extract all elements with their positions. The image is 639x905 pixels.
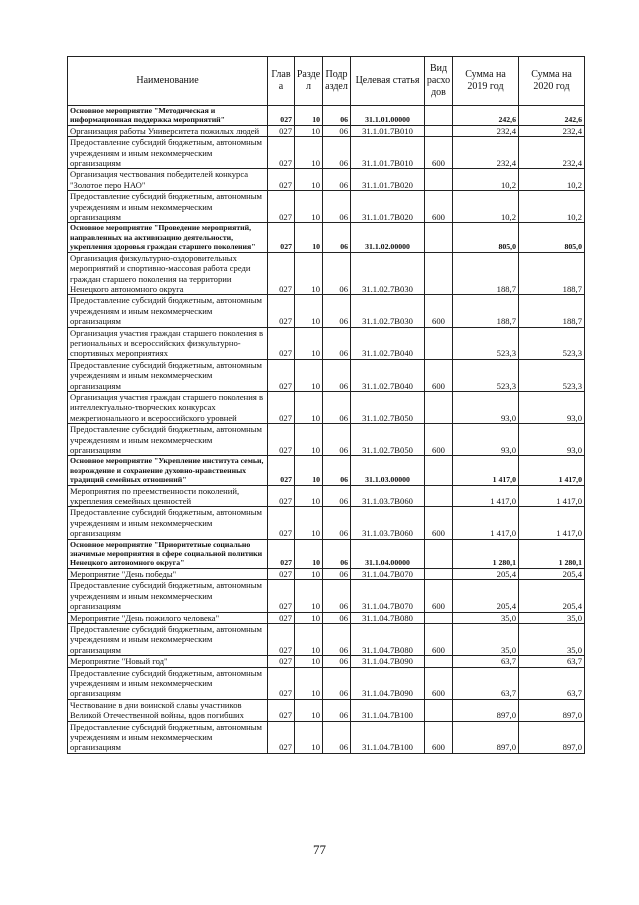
cell-subsection: 06 (323, 125, 351, 136)
cell-section: 10 (295, 191, 323, 223)
cell-section: 10 (295, 568, 323, 579)
table-row (68, 568, 585, 579)
cell-expense-type (425, 169, 453, 191)
cell-name: Организация работы Университета пожилых людей (68, 125, 268, 136)
table-row (68, 295, 585, 327)
table-row (68, 656, 585, 667)
cell-target-item: 31.1.01.7В010 (351, 137, 425, 169)
cell-sum-2020: 897,0 (519, 721, 585, 753)
cell-expense-type (425, 539, 453, 568)
cell-target-item: 31.1.02.7В030 (351, 295, 425, 327)
cell-sum-2019: 188,7 (453, 295, 519, 327)
cell-expense-type: 600 (425, 424, 453, 456)
cell-subsection: 06 (323, 359, 351, 391)
cell-name: Предоставление субсидий бюджетным, автономным учреждениям и иным некоммерческим организациям (68, 580, 268, 612)
cell-expense-type: 600 (425, 137, 453, 169)
cell-target-item: 31.1.04.7В100 (351, 721, 425, 753)
cell-sum-2019: 897,0 (453, 699, 519, 721)
cell-chapter: 027 (268, 456, 295, 485)
cell-target-item: 31.1.04.7В070 (351, 568, 425, 579)
cell-subsection: 06 (323, 667, 351, 699)
cell-target-item: 31.1.04.7В070 (351, 580, 425, 612)
cell-sum-2019: 897,0 (453, 721, 519, 753)
table-row (68, 721, 585, 753)
cell-subsection: 06 (323, 252, 351, 295)
cell-chapter: 027 (268, 223, 295, 252)
cell-name: Основное мероприятие "Методическая и информационная поддержка мероприятий" (68, 106, 268, 126)
cell-section: 10 (295, 612, 323, 623)
cell-section: 10 (295, 507, 323, 539)
cell-subsection: 06 (323, 507, 351, 539)
table-row (68, 699, 585, 721)
cell-expense-type (425, 391, 453, 423)
table-row (68, 424, 585, 456)
table-row (68, 169, 585, 191)
cell-target-item: 31.1.04.00000 (351, 539, 425, 568)
cell-sum-2020: 805,0 (519, 223, 585, 252)
cell-subsection: 06 (323, 612, 351, 623)
cell-sum-2019: 523,3 (453, 359, 519, 391)
cell-chapter: 027 (268, 106, 295, 126)
cell-sum-2020: 232,4 (519, 137, 585, 169)
cell-expense-type (425, 106, 453, 126)
cell-chapter: 027 (268, 359, 295, 391)
header-subsection: Подр аздел (323, 57, 351, 106)
cell-sum-2019: 1 417,0 (453, 485, 519, 507)
table-row (68, 125, 585, 136)
cell-section: 10 (295, 252, 323, 295)
cell-sum-2020: 35,0 (519, 623, 585, 655)
cell-section: 10 (295, 169, 323, 191)
table-row-main-activity (68, 456, 585, 485)
cell-sum-2020: 10,2 (519, 191, 585, 223)
cell-sum-2020: 1 417,0 (519, 485, 585, 507)
table-row (68, 507, 585, 539)
cell-section: 10 (295, 295, 323, 327)
cell-chapter: 027 (268, 667, 295, 699)
cell-subsection: 06 (323, 656, 351, 667)
cell-expense-type: 600 (425, 359, 453, 391)
cell-name: Предоставление субсидий бюджетным, автономным учреждениям и иным некоммерческим организациям (68, 137, 268, 169)
cell-chapter: 027 (268, 169, 295, 191)
cell-sum-2019: 93,0 (453, 424, 519, 456)
table-row (68, 612, 585, 623)
cell-sum-2020: 897,0 (519, 699, 585, 721)
cell-name: Основное мероприятие "Приоритетные социально значимые мероприятия в сфере социальной политики Ненецкого автономного округа" (68, 539, 268, 568)
cell-name: Основное мероприятие "Проведение мероприятий, направленных на активизацию деятельности, укрепления здоровья граждан старшего поколения" (68, 223, 268, 252)
cell-sum-2020: 10,2 (519, 169, 585, 191)
cell-sum-2020: 63,7 (519, 667, 585, 699)
cell-chapter: 027 (268, 252, 295, 295)
cell-subsection: 06 (323, 295, 351, 327)
cell-name: Организация участия граждан старшего поколения в региональных и всероссийских физкультурно-спортивных мероприятиях (68, 327, 268, 359)
cell-target-item: 31.1.04.7В080 (351, 612, 425, 623)
cell-name: Мероприятие "Новый год" (68, 656, 268, 667)
cell-sum-2019: 35,0 (453, 612, 519, 623)
cell-name: Организация участия граждан старшего поколения в интеллектуально-творческих конкурсах межрегионального и всероссийского уровней (68, 391, 268, 423)
cell-name: Предоставление субсидий бюджетным, автономным учреждениям и иным некоммерческим организациям (68, 191, 268, 223)
cell-section: 10 (295, 391, 323, 423)
cell-chapter: 027 (268, 424, 295, 456)
cell-chapter: 027 (268, 327, 295, 359)
cell-section: 10 (295, 667, 323, 699)
table-row (68, 327, 585, 359)
cell-sum-2020: 93,0 (519, 391, 585, 423)
cell-target-item: 31.1.01.00000 (351, 106, 425, 126)
header-target-item: Целевая статья (351, 57, 425, 106)
cell-chapter: 027 (268, 191, 295, 223)
cell-name: Предоставление субсидий бюджетным, автономным учреждениям и иным некоммерческим организациям (68, 721, 268, 753)
cell-target-item: 31.1.01.7В020 (351, 169, 425, 191)
cell-expense-type: 600 (425, 295, 453, 327)
cell-target-item: 31.1.04.7В090 (351, 667, 425, 699)
cell-subsection: 06 (323, 456, 351, 485)
cell-sum-2019: 10,2 (453, 169, 519, 191)
cell-name: Предоставление субсидий бюджетным, автономным учреждениям и иным некоммерческим организациям (68, 507, 268, 539)
cell-expense-type: 600 (425, 721, 453, 753)
cell-chapter: 027 (268, 295, 295, 327)
header-expense-type: Вид расхо дов (425, 57, 453, 106)
cell-chapter: 027 (268, 623, 295, 655)
cell-sum-2019: 1 417,0 (453, 507, 519, 539)
cell-sum-2020: 63,7 (519, 656, 585, 667)
cell-expense-type (425, 125, 453, 136)
cell-sum-2020: 35,0 (519, 612, 585, 623)
table-row-main-activity (68, 223, 585, 252)
table-row (68, 623, 585, 655)
cell-chapter: 027 (268, 137, 295, 169)
cell-chapter: 027 (268, 125, 295, 136)
cell-chapter: 027 (268, 699, 295, 721)
cell-sum-2020: 205,4 (519, 568, 585, 579)
cell-chapter: 027 (268, 656, 295, 667)
cell-subsection: 06 (323, 106, 351, 126)
cell-name: Мероприятия по преемственности поколений, укрепления семейных ценностей (68, 485, 268, 507)
table-row (68, 359, 585, 391)
cell-chapter: 027 (268, 485, 295, 507)
cell-sum-2020: 242,6 (519, 106, 585, 126)
cell-expense-type (425, 568, 453, 579)
cell-section: 10 (295, 125, 323, 136)
table-row (68, 137, 585, 169)
cell-sum-2019: 232,4 (453, 125, 519, 136)
cell-expense-type (425, 456, 453, 485)
cell-section: 10 (295, 137, 323, 169)
cell-sum-2020: 523,3 (519, 327, 585, 359)
cell-sum-2019: 35,0 (453, 623, 519, 655)
cell-target-item: 31.1.02.7В050 (351, 391, 425, 423)
cell-sum-2019: 232,4 (453, 137, 519, 169)
cell-name: Предоставление субсидий бюджетным, автономным учреждениям и иным некоммерческим организациям (68, 295, 268, 327)
cell-target-item: 31.1.01.7В010 (351, 125, 425, 136)
cell-target-item: 31.1.02.7В040 (351, 327, 425, 359)
cell-name: Организация физкультурно-оздоровительных мероприятий и спортивно-массовая работа среди граждан старшего поколения на территории Ненецкого автономного округа (68, 252, 268, 295)
cell-subsection: 06 (323, 191, 351, 223)
cell-section: 10 (295, 623, 323, 655)
cell-subsection: 06 (323, 699, 351, 721)
cell-section: 10 (295, 721, 323, 753)
cell-subsection: 06 (323, 721, 351, 753)
cell-chapter: 027 (268, 391, 295, 423)
cell-subsection: 06 (323, 580, 351, 612)
cell-expense-type (425, 327, 453, 359)
cell-name: Чествование в дни воинской славы участников Великой Отечественной войны, вдов погибших (68, 699, 268, 721)
header-chapter: Глав а (268, 57, 295, 106)
cell-sum-2020: 1 417,0 (519, 507, 585, 539)
table-row (68, 485, 585, 507)
cell-expense-type: 600 (425, 667, 453, 699)
cell-expense-type (425, 656, 453, 667)
cell-subsection: 06 (323, 568, 351, 579)
cell-section: 10 (295, 699, 323, 721)
table-row-main-activity (68, 106, 585, 126)
cell-expense-type: 600 (425, 191, 453, 223)
cell-target-item: 31.1.02.7В050 (351, 424, 425, 456)
cell-subsection: 06 (323, 391, 351, 423)
cell-target-item: 31.1.01.7В020 (351, 191, 425, 223)
cell-target-item: 31.1.02.7В030 (351, 252, 425, 295)
cell-chapter: 027 (268, 721, 295, 753)
cell-sum-2019: 63,7 (453, 667, 519, 699)
cell-chapter: 027 (268, 580, 295, 612)
cell-sum-2020: 188,7 (519, 252, 585, 295)
cell-target-item: 31.1.03.00000 (351, 456, 425, 485)
cell-subsection: 06 (323, 137, 351, 169)
cell-sum-2019: 10,2 (453, 191, 519, 223)
cell-subsection: 06 (323, 327, 351, 359)
cell-expense-type (425, 699, 453, 721)
table-row-main-activity (68, 539, 585, 568)
cell-expense-type (425, 223, 453, 252)
header-name: Наименование (68, 57, 268, 106)
cell-target-item: 31.1.02.00000 (351, 223, 425, 252)
cell-subsection: 06 (323, 539, 351, 568)
cell-section: 10 (295, 223, 323, 252)
cell-sum-2020: 205,4 (519, 580, 585, 612)
cell-name: Предоставление субсидий бюджетным, автономным учреждениям и иным некоммерческим организациям (68, 359, 268, 391)
cell-name: Мероприятие "День победы" (68, 568, 268, 579)
cell-name: Предоставление субсидий бюджетным, автономным учреждениям и иным некоммерческим организациям (68, 424, 268, 456)
header-sum-2019: Сумма на 2019 год (453, 57, 519, 106)
cell-chapter: 027 (268, 612, 295, 623)
table-row (68, 252, 585, 295)
cell-sum-2019: 1 280,1 (453, 539, 519, 568)
cell-target-item: 31.1.03.7В060 (351, 485, 425, 507)
table-row (68, 391, 585, 423)
cell-sum-2019: 188,7 (453, 252, 519, 295)
cell-name: Предоставление субсидий бюджетным, автономным учреждениям и иным некоммерческим организациям (68, 623, 268, 655)
cell-name: Предоставление субсидий бюджетным, автономным учреждениям и иным некоммерческим организациям (68, 667, 268, 699)
cell-chapter: 027 (268, 539, 295, 568)
cell-sum-2019: 242,6 (453, 106, 519, 126)
page-number: 77 (313, 842, 326, 857)
cell-expense-type (425, 252, 453, 295)
cell-section: 10 (295, 327, 323, 359)
header-section: Разде л (295, 57, 323, 106)
cell-sum-2019: 63,7 (453, 656, 519, 667)
cell-sum-2019: 805,0 (453, 223, 519, 252)
cell-section: 10 (295, 539, 323, 568)
cell-subsection: 06 (323, 169, 351, 191)
cell-sum-2020: 1 280,1 (519, 539, 585, 568)
cell-section: 10 (295, 424, 323, 456)
cell-section: 10 (295, 485, 323, 507)
cell-sum-2019: 205,4 (453, 568, 519, 579)
cell-name: Основное мероприятие "Укрепление института семьи, возрождение и сохранение духовно-нравственных традиций семейных отношений" (68, 456, 268, 485)
cell-target-item: 31.1.04.7В100 (351, 699, 425, 721)
cell-subsection: 06 (323, 424, 351, 456)
header-sum-2020: Сумма на 2020 год (519, 57, 585, 106)
cell-name: Организация чествования победителей конкурса "Золотое перо НАО" (68, 169, 268, 191)
budget-table (67, 56, 585, 754)
cell-expense-type (425, 485, 453, 507)
cell-expense-type: 600 (425, 507, 453, 539)
cell-sum-2020: 188,7 (519, 295, 585, 327)
cell-sum-2020: 232,4 (519, 125, 585, 136)
cell-expense-type (425, 612, 453, 623)
cell-section: 10 (295, 106, 323, 126)
cell-section: 10 (295, 359, 323, 391)
cell-subsection: 06 (323, 485, 351, 507)
cell-sum-2020: 1 417,0 (519, 456, 585, 485)
cell-chapter: 027 (268, 507, 295, 539)
cell-subsection: 06 (323, 623, 351, 655)
cell-sum-2020: 523,3 (519, 359, 585, 391)
cell-section: 10 (295, 456, 323, 485)
table-row (68, 580, 585, 612)
cell-expense-type: 600 (425, 580, 453, 612)
cell-sum-2019: 523,3 (453, 327, 519, 359)
cell-section: 10 (295, 580, 323, 612)
cell-sum-2019: 93,0 (453, 391, 519, 423)
cell-target-item: 31.1.03.7В060 (351, 507, 425, 539)
cell-target-item: 31.1.04.7В090 (351, 656, 425, 667)
table-row (68, 667, 585, 699)
table-header-row (68, 57, 585, 106)
cell-sum-2019: 205,4 (453, 580, 519, 612)
cell-sum-2020: 93,0 (519, 424, 585, 456)
cell-name: Мероприятие "День пожилого человека" (68, 612, 268, 623)
cell-section: 10 (295, 656, 323, 667)
cell-expense-type: 600 (425, 623, 453, 655)
cell-target-item: 31.1.04.7В080 (351, 623, 425, 655)
cell-sum-2019: 1 417,0 (453, 456, 519, 485)
cell-target-item: 31.1.02.7В040 (351, 359, 425, 391)
table-row (68, 191, 585, 223)
cell-chapter: 027 (268, 568, 295, 579)
cell-subsection: 06 (323, 223, 351, 252)
